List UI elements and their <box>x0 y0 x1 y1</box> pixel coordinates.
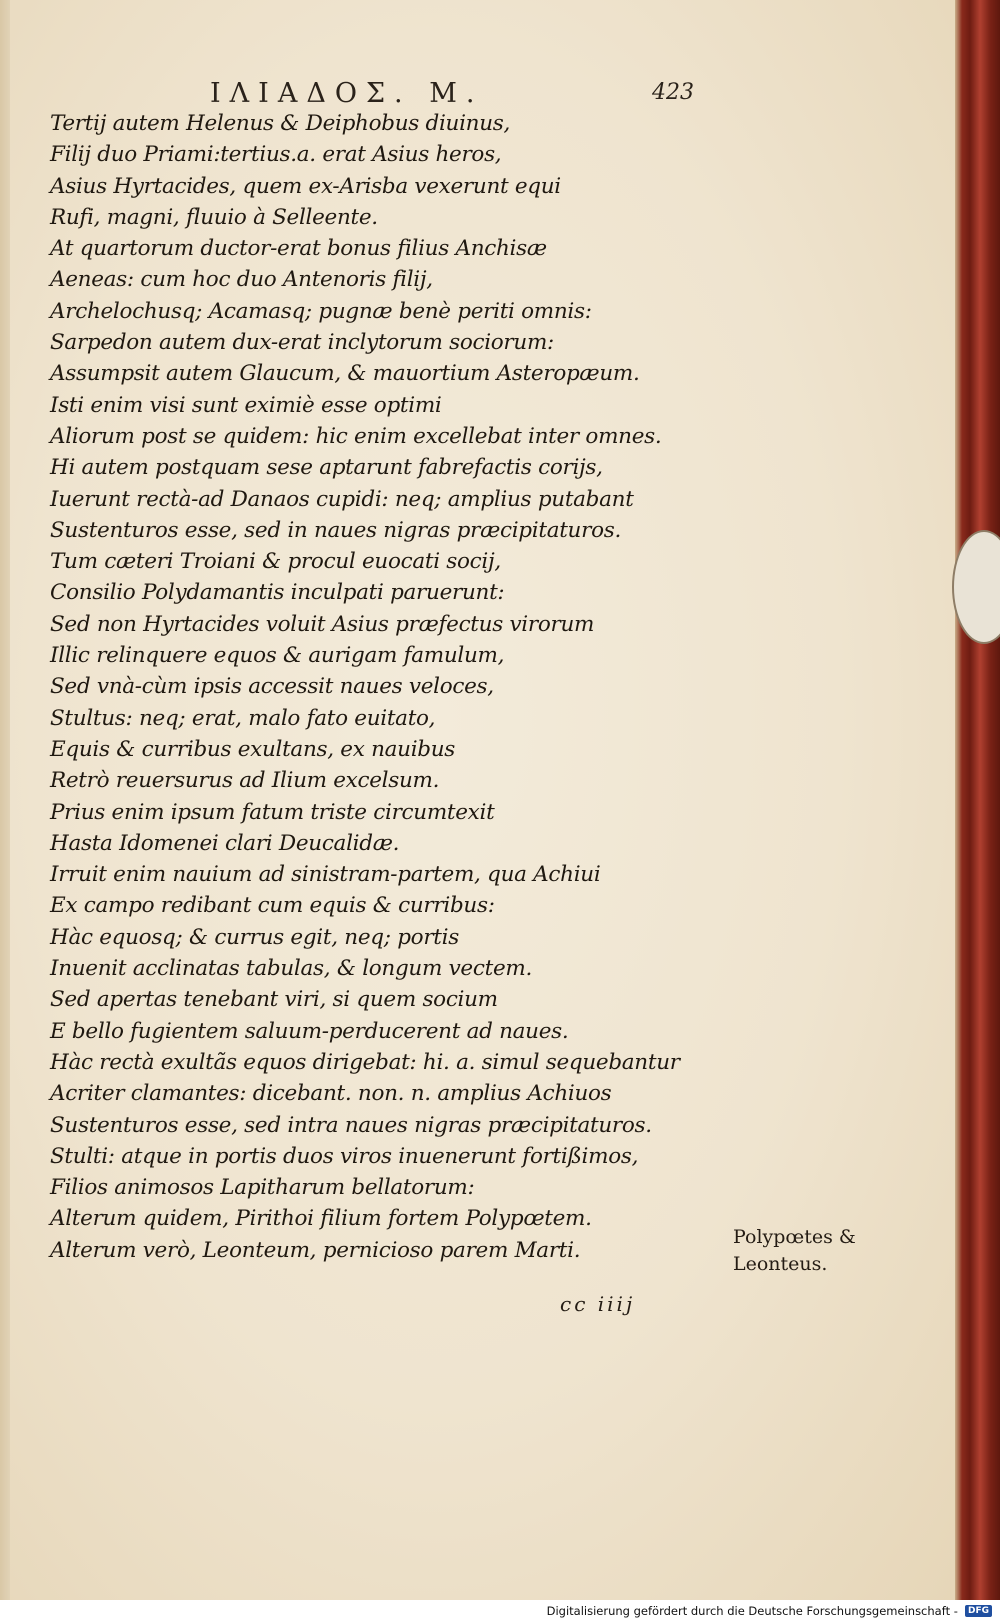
verse-line: Hàc rectà exultãs equos dirigebat: hi. a. simul sequebantur <box>50 1049 680 1075</box>
verse-line: Alterum quidem, Pirithoi filium fortem Polypœtem. <box>50 1206 592 1232</box>
verse-line: Archelochusq; Acamasq; pugnæ benè periti omnis: <box>50 298 592 324</box>
verse-line: Isti enim visi sunt eximiè esse optimi <box>50 392 442 418</box>
verse-line: Acriter clamantes: dicebant. non. n. amplius Achiuos <box>50 1081 612 1107</box>
verse-line: Sed apertas tenebant viri, si quem socium <box>50 987 498 1013</box>
verse-line: Sed non Hyrtacides voluit Asius præfectus virorum <box>50 611 595 637</box>
verse-line: E bello fugientem saluum-perducerent ad naues. <box>50 1018 569 1044</box>
verse-line: Hàc equosq; & currus egit, neq; portis <box>50 924 459 950</box>
verse-line: Inuenit acclinatas tabulas, & longum vectem. <box>50 956 532 982</box>
verse-line: Stultus: neq; erat, malo fato euitato, <box>50 705 436 731</box>
margin-note-line: Polypœtes & <box>733 1226 856 1248</box>
signature-mark: cc iiij <box>560 1292 636 1316</box>
verse-line: Assumpsit autem Glaucum, & mauortium Asteropæum. <box>50 361 640 387</box>
verse-line: Filij duo Priami:tertius.a. erat Asius heros, <box>50 142 502 168</box>
verse-line: At quartorum ductor-erat bonus filius Anchisæ <box>50 236 547 262</box>
dfg-logo-icon: DFG <box>965 1605 992 1617</box>
verse-line: Iuerunt rectà-ad Danaos cupidi: neq; amplius putabant <box>50 486 634 512</box>
verse-line: Hi autem postquam sese aptarunt fabrefactis corijs, <box>50 455 603 481</box>
running-head: ΙΛΙΑΔΟΣ. Μ. <box>210 78 484 109</box>
verse-line: Aliorum post se quidem: hic enim excellebat inter omnes. <box>50 423 662 449</box>
verse-line: Hasta Idomenei clari Deucalidæ. <box>50 830 400 856</box>
margin-note <box>733 1224 856 1278</box>
verse-line: Sustenturos esse, sed in naues nigras præcipitaturos. <box>50 517 621 543</box>
verse-text <box>50 108 730 1266</box>
verse-line: Tum cæteri Troiani & procul euocati socij, <box>50 549 501 575</box>
verse-line: Sarpedon autem dux-erat inclytorum sociorum: <box>50 330 554 356</box>
verse-line: Rufi, magni, fluuio à Selleente. <box>50 204 378 230</box>
verse-line: Consilio Polydamantis inculpati paruerunt: <box>50 580 505 606</box>
digitization-footer <box>0 1600 1000 1622</box>
page-number: 423 <box>652 80 694 105</box>
verse-line: Sustenturos esse, sed intra naues nigras præcipitaturos. <box>50 1112 652 1138</box>
verse-line: Filios animosos Lapitharum bellatorum: <box>50 1175 475 1201</box>
margin-note-line: Leonteus. <box>733 1253 828 1275</box>
verse-line: Equis & curribus exultans, ex nauibus <box>50 736 456 762</box>
verse-line: Asius Hyrtacides, quem ex-Arisba vexerunt equi <box>50 173 561 199</box>
verse-line: Tertij autem Helenus & Deiphobus diuinus, <box>50 111 511 136</box>
verse-line: Irruit enim nauium ad sinistram-partem, qua Achiui <box>50 862 601 888</box>
footer-credit: Digitalisierung gefördert durch die Deutsche Forschungsgemeinschaft - <box>546 1604 958 1618</box>
verse-line: Ex campo redibant cum equis & curribus: <box>50 893 495 919</box>
verse-line: Alterum verò, Leonteum, pernicioso parem Marti. <box>50 1237 581 1263</box>
book-clasp <box>952 530 1000 644</box>
verse-line: Retrò reuersurus ad Ilium excelsum. <box>50 768 440 794</box>
verse-line: Aeneas: cum hoc duo Antenoris filij, <box>50 267 433 293</box>
verse-line: Prius enim ipsum fatum triste circumtexit <box>50 799 495 825</box>
verse-line: Sed vnà-cùm ipsis accessit naues veloces, <box>50 674 494 700</box>
verse-line: Stulti: atque in portis duos viros inuenerunt fortißimos, <box>50 1143 639 1169</box>
verse-line: Illic relinquere equos & aurigam famulum, <box>50 643 505 669</box>
